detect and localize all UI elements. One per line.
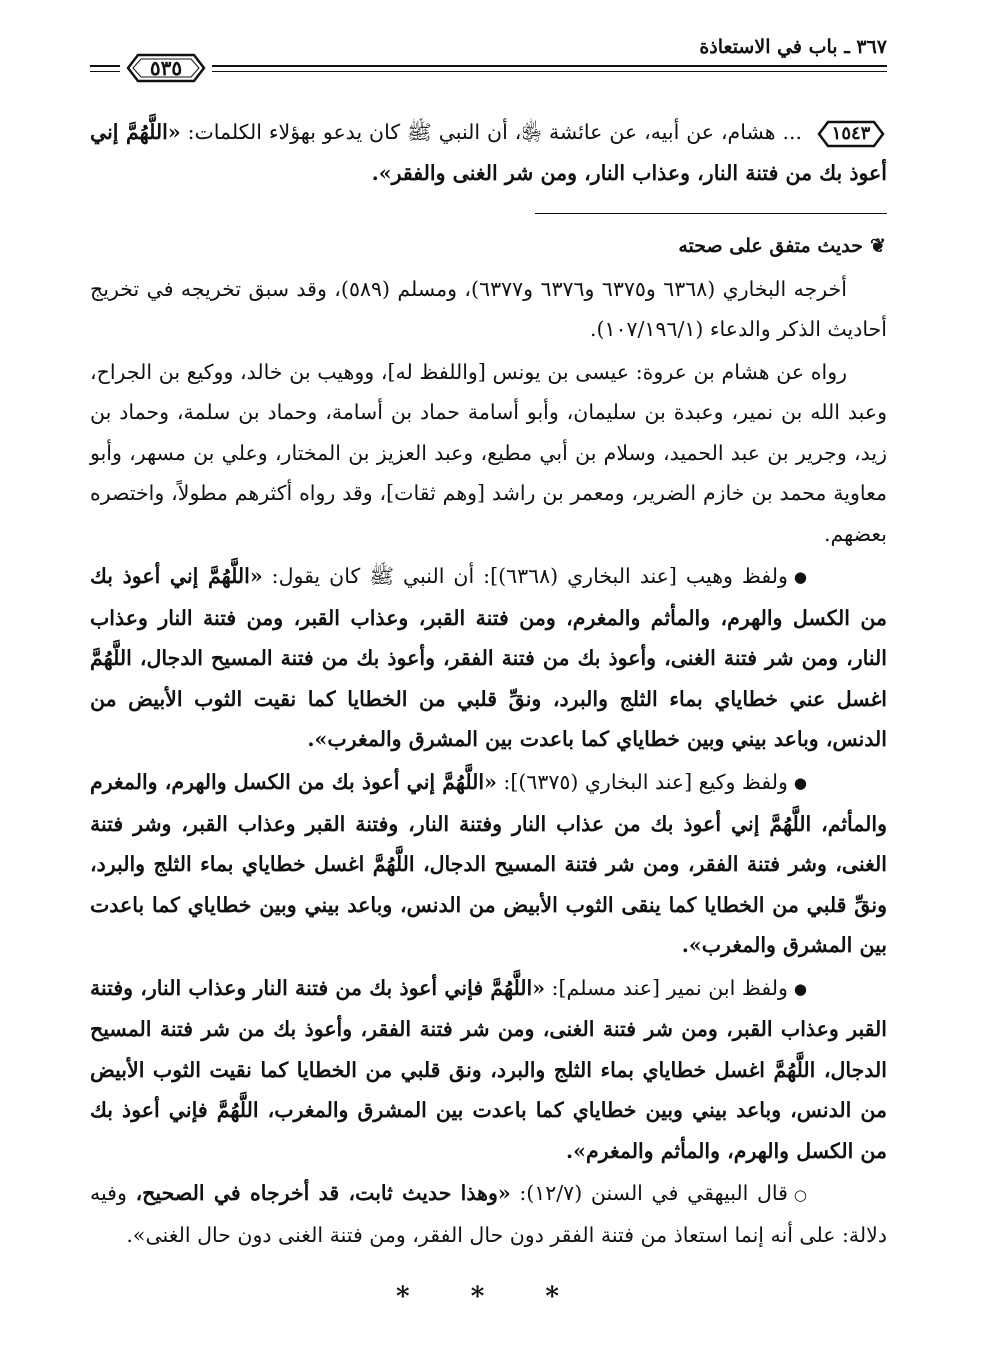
page-content [90,112,887,1256]
hadith-intro: ... هشام، عن أبيه، عن عائشة ﵂، أن النبي ﷺ كان يدعو بهؤلاء الكلمات: [187,120,803,144]
bayhaqi-intro: قال البيهقي في السنن (١٢/٧): [519,1181,788,1206]
narrators-paragraph: رواه عن هشام بن عروة: عيسى بن يونس [واللفظ له]، ووهيب بن خالد، ووكيع بن الجراح، وعبد الله بن نمير، وعبدة بن سليمان، وأبو أسامة حماد بن أسامة، وحماد بن سلمة، وحماد بن زيد، وجرير بن عبد الحميد، وسلام بن أبي مطيع، وعبد العزيز بن المختار، وعلي بن مسهر، وأبو معاوية محمد بن خازم الضرير، ومعمر بن راشد [وهم ثقات]، وقد رواه أكثرهم مطولاً، واختصره بعضهم. [90,359,887,546]
page-number: ٥٣٥ [149,56,183,80]
bullet-icon: ● [793,568,807,587]
hadith-block [90,112,887,193]
circle-icon: ○ [793,1185,807,1204]
wuhayb-text: «اللَّهُمَّ إني أعوذ بك من الكسل والهرم، والمأثم والمغرم، ومن فتنة القبر، وعذاب القبر، ومن فتنة النار وعذاب النار، ومن شر فتنة الغنى، وأعوذ بك من فتنة الفقر، وأعوذ بك من فتنة المسيح الدجال، اللَّهُمَّ اغسل عني خطاياي بماء الثلج والبرد، ونقِّ قلبي من الخطايا كما نقيت الثوب الأبيض من الدنس، وباعد بيني وبين خطاياي كما باعدت بين المشرق والمغرب». [90,564,887,752]
bayhaqi-paragraph [90,1173,887,1255]
section-divider [535,213,887,214]
bayhaqi-rest: وفيه دلالة: على أنه إنما استعاذ من فتنة الفقر دون حال الفقر، ومن فتنة الغنى دون حال الغنى». [90,1181,887,1247]
wuhayb-intro: ولفظ وهيب [عند البخاري (٦٣٦٨)]: أن النبي ﷺ كان يقول: [271,564,788,588]
ibn-numayr-text: «اللَّهُمَّ فإني أعوذ بك من فتنة النار وعذاب النار، وفتنة القبر وعذاب القبر، ومن شر فتنة الغنى، ومن شر فتنة الفقر، وأعوذ بك من شر فتنة المسيح الدجال، اللَّهُمَّ اغسل خطاياي بماء الثلج والبرد، ونق قلبي من الخطايا كما نقيت الثوب الأبيض من الدنس، وباعد بيني وبين خطاياي كما باعدت بين المشرق والمغرب، اللَّهُمَّ فإني أعوذ بك من الكسل والهرم، والمأثم والمغرم». [90,975,887,1163]
ibn-numayr-paragraph [90,968,887,1172]
running-head-title: ٣٦٧ ـ باب في الاستعاذة [699,36,887,58]
hadith-text: «اللَّهُمَّ إني أعوذ بك من فتنة النار، وعذاب النار، ومن شر الغنى والفقر». [90,120,887,185]
waki-paragraph [90,762,887,966]
grading-label: حديث متفق على صحته [678,235,863,257]
hadith-number: ١٥٤٣ [831,122,871,144]
waki-text: «اللَّهُمَّ إني أعوذ بك من الكسل والهرم، والمغرم والمأثم، اللَّهُمَّ إني أعوذ بك من عذاب النار وفتنة النار، وفتنة القبر وعذاب القبر، وشر فتنة الغنى، وشر فتنة الفقر، ومن شر فتنة المسيح الدجال، اللَّهُمَّ اغسل خطاياي بماء الثلج والبرد، ونقِّ قلبي من الخطايا كما ينقى الثوب الأبيض من الدنس، وباعد بيني وبين خطاياي كما باعدت بين المشرق والمغرب». [90,769,887,957]
bullet-icon: ● [793,979,807,998]
waki-intro: ولفظ وكيع [عند البخاري (٦٣٧٥)]: [503,769,788,794]
bayhaqi-quote: «وهذا حديث ثابت، قد أخرجاه في الصحيح، [135,1181,511,1206]
flower-icon: ❦ [870,235,886,257]
page-number-badge [120,52,212,84]
ibn-numayr-intro: ولفظ ابن نمير [عند مسلم]: [551,975,788,1000]
hadith-number-badge [815,119,887,149]
wuhayb-paragraph [90,556,887,760]
section-end-stars: * * * [396,1282,585,1312]
bullet-icon: ● [793,774,807,792]
hadith-grading [90,226,887,267]
takhrij-paragraph: أخرجه البخاري (٦٣٦٨ و٦٣٧٥ و٦٣٧٦ و٦٣٧٧)، ومسلم (٥٨٩)، وقد سبق تخريجه في تخريج أحاديث الذكر والدعاء (١٠٧/١٩٦/١). [90,276,887,341]
